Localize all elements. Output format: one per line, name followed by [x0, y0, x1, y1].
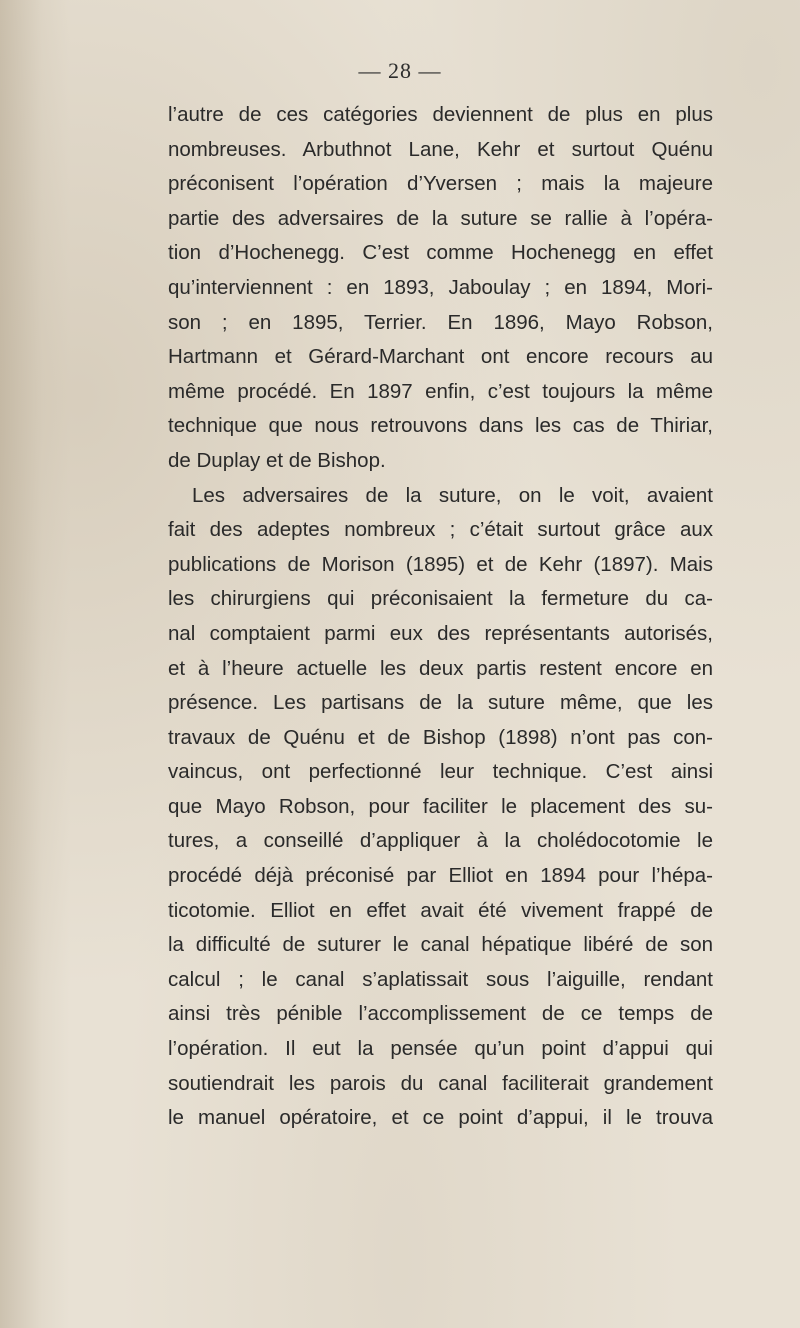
- text-line: l’autre de ces catégories deviennent de plus en plus: [168, 103, 713, 126]
- text-line: procédé déjà préconisé par Elliot en 1894 pour l’hépa-: [168, 864, 713, 888]
- text-line: fait des adeptes nombreux ; c’était surtout grâce aux: [168, 518, 713, 542]
- text-line: Les adversaires de la suture, on le voit, avaient: [192, 483, 713, 507]
- page-shadow: [0, 0, 70, 1328]
- text-line: de Duplay et de Bishop.: [168, 448, 386, 472]
- text-line: soutiendrait les parois du canal faciliterait grandement: [168, 1071, 713, 1095]
- text-line: Hartmann et Gérard-Marchant ont encore recours au: [168, 345, 713, 369]
- body-text: [168, 98, 713, 1136]
- text-line: l’opération. Il eut la pensée qu’un point d’appui qui: [168, 1037, 713, 1061]
- text-line: nombreuses. Arbuthnot Lane, Kehr et surtout Quénu: [168, 137, 713, 161]
- text-line: tures, a conseillé d’appliquer à la cholédocotomie le: [168, 829, 713, 853]
- text-line: vaincus, ont perfectionné leur technique. C’est ainsi: [168, 760, 713, 784]
- page-number: — 28 —: [358, 58, 442, 83]
- text-line: partie des adversaires de la suture se rallie à l’opéra-: [168, 206, 713, 230]
- text-line: tion d’Hochenegg. C’est comme Hochenegg en effet: [168, 241, 713, 265]
- text-line: son ; en 1895, Terrier. En 1896, Mayo Robson,: [168, 310, 713, 334]
- text-line: et à l’heure actuelle les deux partis restent encore en: [168, 656, 713, 680]
- text-line: qu’interviennent : en 1893, Jaboulay ; en 1894, Mori-: [168, 275, 713, 299]
- text-line: les chirurgiens qui préconisaient la fermeture du ca-: [168, 587, 713, 611]
- text-line: travaux de Quénu et de Bishop (1898) n’ont pas con-: [168, 725, 713, 749]
- text-line: même procédé. En 1897 enfin, c’est toujours la même: [168, 379, 713, 403]
- text-line: la difficulté de suturer le canal hépatique libéré de son: [168, 933, 713, 957]
- text-line: présence. Les partisans de la suture même, que les: [168, 691, 713, 715]
- text-line: nal comptaient parmi eux des représentants autorisés,: [168, 621, 713, 645]
- text-line: publications de Morison (1895) et de Kehr (1897). Mais: [168, 552, 713, 576]
- text-line: calcul ; le canal s’aplatissait sous l’aiguille, rendant: [168, 967, 713, 991]
- text-line: ainsi très pénible l’accomplissement de ce temps de: [168, 1002, 713, 1026]
- text-line: le manuel opératoire, et ce point d’appui, il le trouva: [168, 1106, 713, 1130]
- text-line: technique que nous retrouvons dans les cas de Thiriar,: [168, 414, 713, 438]
- text-line: ticotomie. Elliot en effet avait été vivement frappé de: [168, 898, 713, 922]
- text-line: préconisent l’opération d’Yversen ; mais la majeure: [168, 172, 713, 196]
- text-line: que Mayo Robson, pour faciliter le placement des su-: [168, 794, 713, 818]
